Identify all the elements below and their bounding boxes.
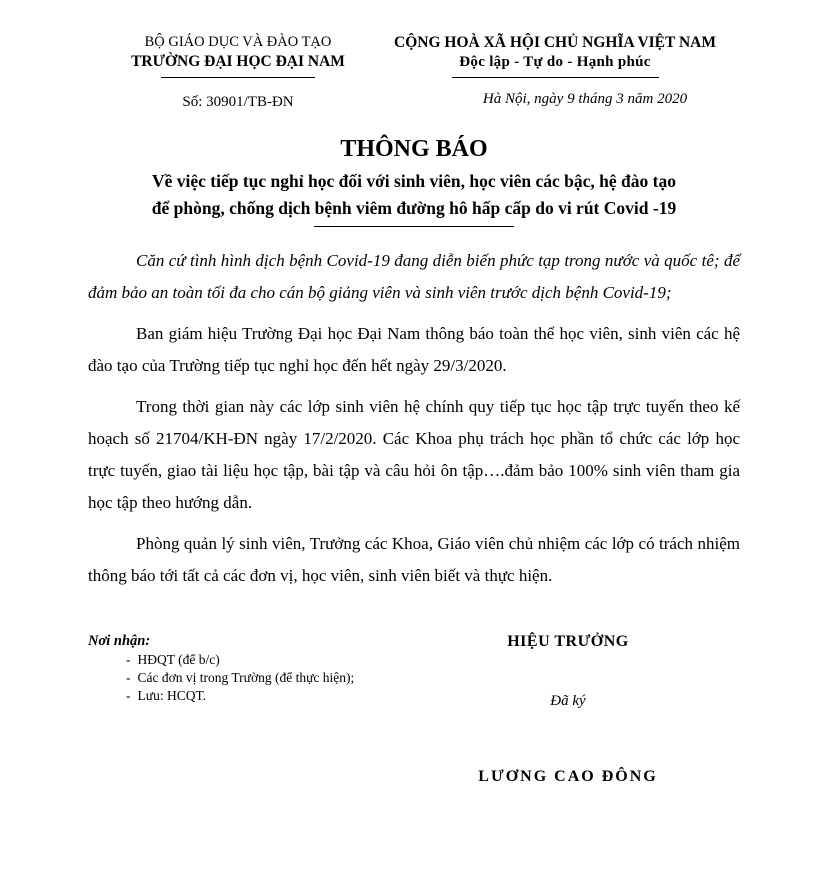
- subtitle-line-2: để phòng, chống dịch bệnh viêm đường hô hấp cấp do vi rút Covid -19: [151, 198, 677, 218]
- ministry-name: BỘ GIÁO DỤC VÀ ĐÀO TẠO: [144, 34, 332, 50]
- dash-bullet: -: [126, 670, 131, 685]
- university-name: TRƯỜNG ĐẠI HỌC ĐẠI NAM: [131, 53, 345, 70]
- document-body: [88, 245, 740, 592]
- body-paragraph: Ban giám hiệu Trường Đại học Đại Nam thông báo toàn thể học viên, sinh viên các hệ đào tạo của Trường tiếp tục nghỉ học đến hết ngày 29/3/2020.: [88, 324, 740, 375]
- document-title: THÔNG BÁO: [340, 136, 488, 162]
- dash-bullet: -: [126, 688, 131, 703]
- issuing-org-block: [88, 33, 388, 111]
- signer-name: LƯƠNG CAO ĐÔNG: [478, 768, 658, 785]
- body-paragraph: Căn cứ tình hình dịch bệnh Covid-19 đang diễn biến phức tạp trong nước và quốc tê; để đảm bảo an toàn tối đa cho cán bộ giảng viên và sinh viên trước dịch bệnh Covid-19;: [88, 251, 740, 302]
- title-block: [88, 135, 740, 227]
- document-number: Số: 30901/TB-ĐN: [182, 94, 294, 110]
- document-header: [0, 0, 818, 111]
- org-underline-rule: [161, 77, 315, 78]
- national-title: CỘNG HOÀ XÃ HỘI CHỦ NGHĨA VIỆT NAM: [394, 34, 716, 51]
- body-paragraph: Phòng quản lý sinh viên, Trưởng các Khoa, Giáo viên chủ nhiệm các lớp có trách nhiệm thông báo tới tất cả các đơn vị, học viên, sinh viên biết và thực hiện.: [88, 534, 740, 585]
- recipient-text: Các đơn vị trong Trường (để thực hiện);: [137, 670, 355, 685]
- motto-underline-rule: [452, 77, 659, 78]
- recipient-item: [88, 651, 396, 669]
- document-subtitle: [88, 168, 740, 222]
- recipient-text: Lưu: HCQT.: [137, 688, 207, 703]
- recipient-text: HĐQT (để b/c): [137, 652, 220, 667]
- national-motto: Độc lập - Tự do - Hạnh phúc: [459, 54, 651, 70]
- signer-title: HIỆU TRƯỞNG: [507, 633, 629, 650]
- signed-note: Đã ký: [550, 693, 586, 709]
- title-underline-rule: [314, 226, 514, 227]
- recipients-block: [88, 632, 396, 787]
- recipient-item: [88, 687, 396, 705]
- national-motto-block: [370, 33, 740, 111]
- body-paragraph: Trong thời gian này các lớp sinh viên hệ chính quy tiếp tục học tập trực tuyến theo kế hoạch số 21704/KH-ĐN ngày 17/2/2020. Các Khoa phụ trách học phần tổ chức các lớp học trực tuyến, giao tài liệu học tập, bài tập và câu hỏi ôn tập….đảm bảo 100% sinh viên tham gia học tập theo hướng dẫn.: [88, 397, 740, 512]
- subtitle-line-1: Về việc tiếp tục nghỉ học đối với sinh viên, học viên các bậc, hệ đào tạo: [151, 171, 676, 191]
- signature-block: [396, 632, 740, 787]
- recipient-item: [88, 669, 396, 687]
- recipients-label: Nơi nhận:: [88, 633, 151, 649]
- dash-bullet: -: [126, 652, 131, 667]
- document-footer: [0, 632, 818, 787]
- place-date-line: Hà Nội, ngày 9 tháng 3 năm 2020: [482, 91, 688, 107]
